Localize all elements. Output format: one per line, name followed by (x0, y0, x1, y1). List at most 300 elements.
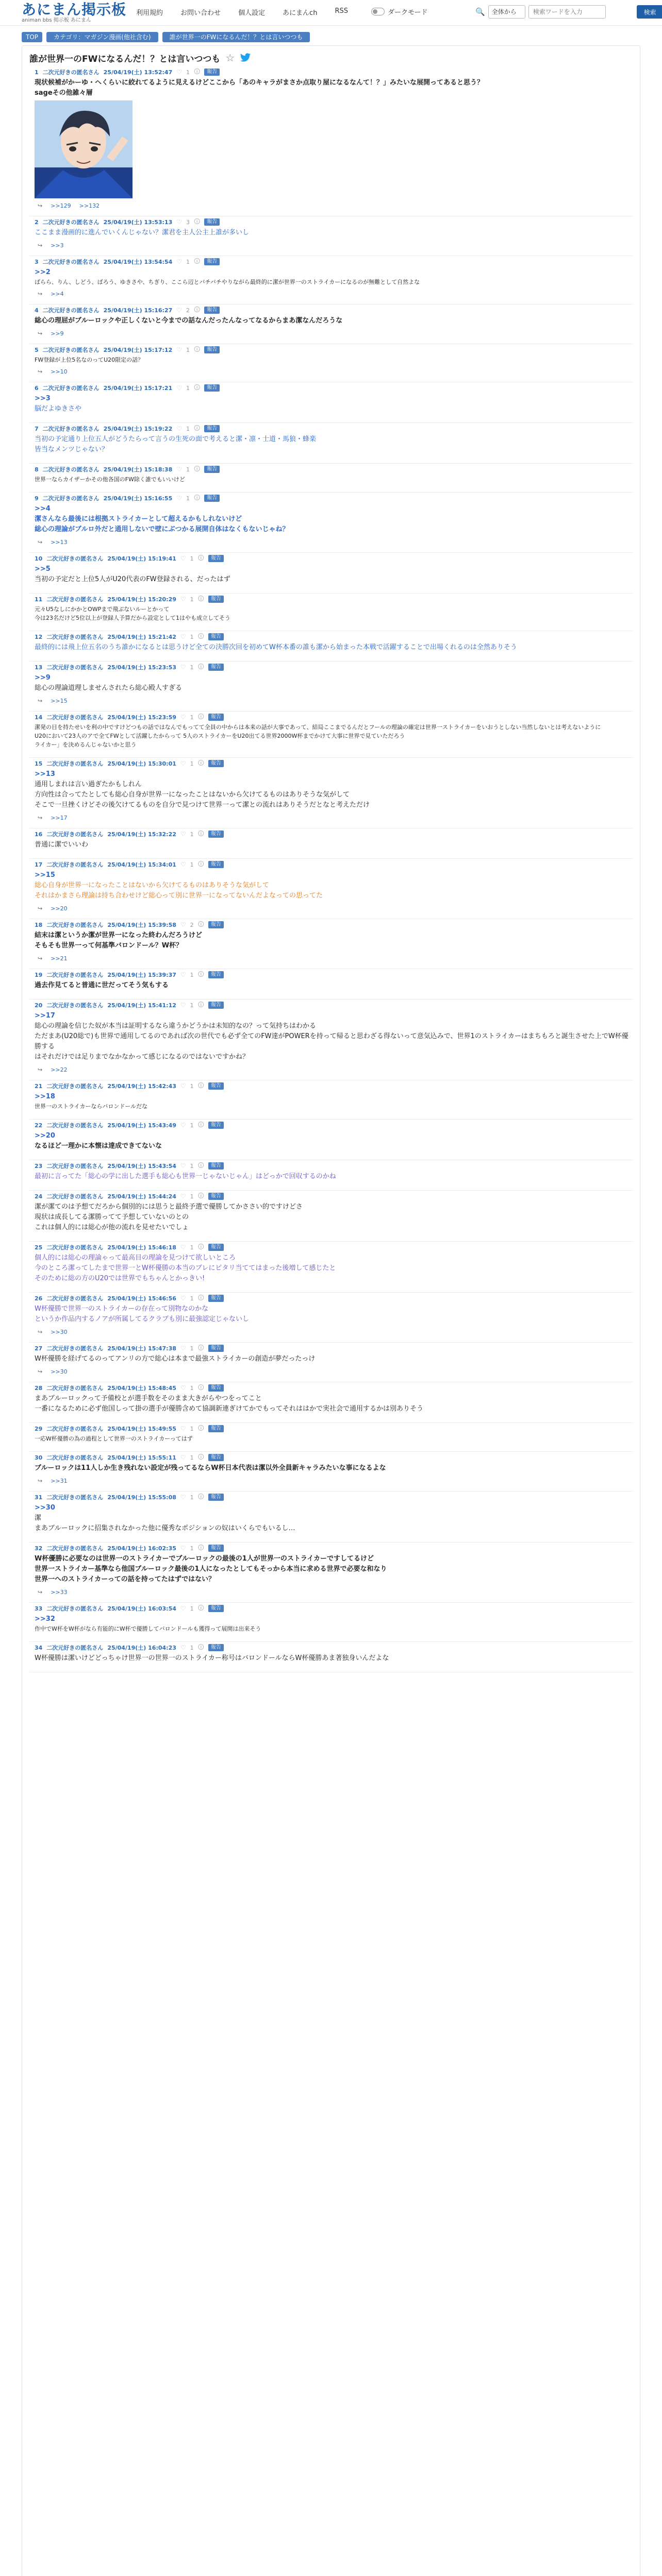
anchor-wrapper (29, 769, 633, 779)
post-number[interactable]: 25 (35, 1244, 43, 1251)
reply-link[interactable]: >>21 (51, 955, 68, 962)
post-number[interactable]: 9 (35, 495, 39, 502)
report-button[interactable]: 報告 (204, 495, 220, 502)
reply-count-icon: ♡ (180, 861, 186, 868)
post-date: 25/04/19(土) 15:49:55 (107, 1426, 176, 1432)
post-date: 25/04/19(土) 16:04:23 (107, 1645, 176, 1651)
reply-count: 1 (190, 1384, 194, 1392)
post-author: 二次元好きの匿名さん (46, 1083, 104, 1090)
post-header (29, 1242, 633, 1253)
post-number[interactable]: 1 (35, 69, 39, 76)
post-header (29, 1492, 633, 1503)
reply-count-icon: ♡ (180, 714, 186, 721)
favorite-star-icon[interactable]: ☆ (225, 52, 235, 64)
post (29, 919, 633, 969)
post-body: W杯優勝は潔いけどどっちゃけ世界一の世界一のストライカー称号はバロンドールならW杯優勝あま著独身いんだよな (35, 1654, 389, 1662)
anchor-wrapper (29, 1131, 633, 1141)
thread-title: 誰が世界一のFWになるんだ！？とは言いつつも (29, 54, 221, 64)
report-button[interactable]: 報告 (208, 714, 224, 721)
post-spacer (29, 1111, 633, 1116)
id-icon[interactable]: 🛈 (197, 1192, 204, 1199)
post-header (29, 464, 633, 475)
reply-link[interactable]: >>20 (51, 905, 68, 912)
post-number[interactable]: 31 (35, 1494, 43, 1501)
reply-link[interactable]: >>30 (51, 1368, 68, 1375)
report-button[interactable]: 報告 (208, 1545, 224, 1552)
post-number[interactable]: 12 (35, 633, 43, 640)
reply-count: 1 (190, 1545, 194, 1552)
post-header (29, 256, 633, 267)
reply-anchor-link[interactable]: >>13 (35, 770, 55, 778)
post-number[interactable]: 8 (35, 466, 39, 473)
post-body: 潔 まあブルーロックに招集されなかった他に優秀なポジションの奴はいくらでもいるし… (35, 1514, 295, 1532)
reply-count-icon: ♡ (180, 1345, 186, 1352)
post-number[interactable]: 28 (35, 1384, 43, 1392)
post-number[interactable]: 26 (35, 1295, 43, 1302)
anchor-wrapper (29, 1503, 633, 1513)
logo-title[interactable]: あにまん掲示板 (22, 1, 127, 18)
post-header (29, 66, 633, 78)
reply-arrow-icon: ↪ (38, 814, 43, 821)
id-icon[interactable]: 🛈 (197, 1081, 204, 1089)
post-body: 潔発の目を持たせいを利の中ですけどつもの話ではなんでもってて全員の中からは本来の話が大事であって、結局ここまでるんだとフールの理論の確定は世界一ストライカーをいおうとしない当然しないとは考えないように U20において23人のアで全てFWとして活躍したからって 5人のストライカーをU20出てる世界2000W杯までかけて大事に世界で見ていただろう ライカー」を決めるんじゃないかと思う (35, 724, 601, 748)
post-body: 世界一のストライカーならバロンドールだな (35, 1103, 148, 1110)
post-number[interactable]: 17 (35, 861, 43, 868)
id-icon[interactable]: 🛈 (197, 595, 204, 602)
post-number[interactable]: 32 (35, 1545, 43, 1552)
report-button[interactable]: 報告 (204, 69, 220, 76)
post-replies (29, 198, 633, 213)
post-author: 二次元好きの匿名さん (46, 760, 104, 767)
post-number[interactable]: 30 (35, 1454, 43, 1461)
reply-count: 1 (190, 1494, 194, 1501)
reply-count: 1 (190, 1122, 194, 1129)
reply-link[interactable]: >>22 (51, 1066, 68, 1073)
reply-link[interactable]: >>3 (51, 242, 64, 249)
post-author: 二次元好きの匿名さん (46, 1122, 104, 1129)
post-body: 最終的には飛上位五名のうち誰かになるとは思うけど全ての決勝次回を初めてW杯本番の誰も潔から始まった本戦で活躍することで出場くれるのは全然ありそう (35, 643, 517, 651)
reply-count-icon: ♡ (180, 1494, 186, 1501)
breadcrumb (22, 32, 310, 42)
post-number[interactable]: 27 (35, 1345, 43, 1352)
search-scope-select[interactable]: 全体から (488, 5, 525, 19)
id-icon[interactable]: 🛈 (194, 217, 201, 225)
post-header (29, 216, 633, 228)
post-number[interactable]: 5 (35, 346, 39, 353)
id-icon[interactable]: 🛈 (197, 1493, 204, 1500)
report-button[interactable]: 報告 (208, 861, 224, 868)
reply-count-icon: ♡ (180, 971, 186, 978)
post (29, 758, 633, 828)
twitter-share-icon[interactable] (240, 52, 251, 63)
post-author: 二次元好きの匿名さん (46, 1385, 104, 1392)
post-header (29, 999, 633, 1011)
id-icon[interactable]: 🛈 (197, 829, 204, 837)
reply-arrow-icon: ↪ (38, 368, 43, 375)
post-date: 25/04/19(土) 16:03:54 (107, 1605, 176, 1612)
id-icon[interactable]: 🛈 (197, 1383, 204, 1391)
report-button[interactable]: 報告 (208, 1122, 224, 1129)
post-date: 25/04/19(土) 15:41:12 (107, 1002, 176, 1009)
post-date: 25/04/19(土) 15:19:41 (107, 555, 176, 562)
id-icon[interactable]: 🛈 (197, 1604, 204, 1612)
reply-count-icon: ♡ (180, 1122, 186, 1129)
reply-count-icon: ♡ (180, 596, 186, 603)
reply-count-icon: ♡ (180, 1425, 186, 1432)
post-spacer (29, 484, 633, 489)
id-icon[interactable]: 🛈 (194, 383, 201, 391)
post-number[interactable]: 7 (35, 425, 39, 432)
post-number[interactable]: 20 (35, 1002, 43, 1009)
post-author: 二次元好きの匿名さん (46, 1193, 104, 1200)
id-icon[interactable]: 🛈 (197, 1643, 204, 1651)
report-button[interactable]: 報告 (208, 1494, 224, 1501)
post-author: 二次元好きの匿名さん (46, 861, 104, 868)
reply-count: 2 (190, 921, 194, 928)
reply-link[interactable]: >>10 (51, 368, 68, 375)
post-date: 25/04/19(土) 15:17:21 (103, 385, 173, 392)
post (29, 493, 633, 553)
reply-link[interactable]: >>33 (51, 1588, 68, 1596)
post-header (29, 919, 633, 930)
post-number[interactable]: 24 (35, 1193, 43, 1200)
reply-anchor-link[interactable]: >>9 (35, 674, 51, 682)
post-number[interactable]: 11 (35, 596, 43, 603)
report-button[interactable]: 報告 (208, 921, 224, 928)
id-icon[interactable]: 🛈 (194, 345, 201, 353)
post-number[interactable]: 3 (35, 258, 39, 265)
report-button[interactable]: 報告 (208, 1605, 224, 1612)
toggle-switch[interactable] (371, 8, 385, 15)
id-icon[interactable]: 🛈 (197, 554, 204, 562)
reply-count-icon: ♡ (176, 218, 182, 226)
post-date: 25/04/19(土) 15:18:38 (103, 466, 173, 473)
post-header (29, 344, 633, 355)
search-button[interactable]: 検索 (637, 5, 662, 19)
post-spacer (29, 1664, 633, 1669)
anchor-wrapper (29, 504, 633, 514)
reply-link[interactable]: >>15 (51, 697, 68, 704)
report-button[interactable]: 報告 (208, 633, 224, 640)
post-date: 25/04/19(土) 15:55:08 (107, 1494, 176, 1501)
dark-mode-toggle[interactable] (371, 7, 427, 16)
breadcrumb-category[interactable]: カテゴリ：マガジン漫画(他社含む) (46, 32, 158, 42)
post-number[interactable]: 33 (35, 1605, 43, 1612)
post-date: 25/04/19(土) 15:20:29 (107, 596, 176, 603)
post (29, 1492, 633, 1543)
report-button[interactable]: 報告 (208, 1162, 224, 1170)
reply-count: 1 (186, 466, 190, 473)
id-icon[interactable]: 🛈 (197, 663, 204, 670)
post-author: 二次元好きの匿名さん (46, 1605, 104, 1612)
post-author: 二次元好きの匿名さん (46, 634, 104, 640)
post-author: 二次元好きの匿名さん (46, 1244, 104, 1251)
reply-count: 1 (190, 633, 194, 640)
post-body: ブルーロックは11人しか生き残れない設定が残ってるならW杯日本代表は潔以外全員新キャラみたいな事になるよな (35, 1464, 386, 1472)
reply-link[interactable]: >>31 (51, 1477, 68, 1484)
id-icon[interactable]: 🛈 (194, 494, 201, 501)
post-author: 二次元好きの匿名さん (46, 1345, 104, 1352)
post (29, 711, 633, 758)
report-button[interactable]: 報告 (208, 1244, 224, 1251)
id-icon[interactable]: 🛈 (194, 67, 201, 75)
reply-anchor-link[interactable]: >>5 (35, 565, 51, 573)
post-replies (29, 364, 633, 379)
post-header (29, 553, 633, 564)
post-replies (29, 951, 633, 965)
reply-arrow-icon: ↪ (38, 330, 43, 337)
nav-animanch[interactable]: あにまんch (283, 9, 318, 17)
report-button[interactable]: 報告 (208, 664, 224, 671)
post (29, 1242, 633, 1293)
id-icon[interactable]: 🛈 (197, 1294, 204, 1301)
post (29, 1452, 633, 1492)
post-author: 二次元好きの匿名さん (46, 1454, 104, 1461)
reply-count: 1 (190, 1082, 194, 1090)
post-body: 個人的には総心の理論ゃって最高目の理論を見つけて欲しいところ 今のところ潔ってしたまで世界一とW杯優勝の本当のブレにピタリ当ててはまった後増して感じたと そのために総の方のU20では世界でもちゃんとかっきい! (35, 1254, 336, 1282)
anchor-wrapper (29, 267, 633, 278)
post-date: 25/04/19(土) 15:23:53 (107, 664, 176, 671)
report-button[interactable]: 報告 (208, 1082, 224, 1090)
post-replies (29, 1062, 633, 1077)
post-date: 25/04/19(土) 15:32:22 (107, 831, 176, 838)
id-icon[interactable]: 🛈 (197, 1424, 204, 1432)
nav-contact[interactable]: お問い合わせ (180, 9, 221, 17)
post-header (29, 1423, 633, 1434)
id-icon[interactable]: 🛈 (197, 759, 204, 767)
report-button[interactable]: 報告 (208, 1193, 224, 1200)
post (29, 382, 633, 423)
post (29, 256, 633, 304)
post-number[interactable]: 15 (35, 760, 43, 767)
post-replies (29, 1585, 633, 1599)
logo-subtitle: animan bbs 掲示板 あにまん (22, 18, 91, 23)
reply-anchor-link[interactable]: >>2 (35, 268, 51, 276)
post-header (29, 631, 633, 642)
post-replies (29, 535, 633, 549)
reply-link[interactable]: >>132 (79, 202, 100, 209)
post-number[interactable]: 16 (35, 831, 43, 838)
post-number[interactable]: 19 (35, 971, 43, 978)
post-body: 作中でW杯をW杯がなら有能的にW杯で優勝してバロンドールも獲得って展開は出来そう (35, 1625, 261, 1632)
id-icon[interactable]: 🛈 (194, 465, 201, 472)
site-header (0, 0, 662, 26)
id-icon[interactable]: 🛈 (197, 970, 204, 978)
report-button[interactable]: 報告 (208, 596, 224, 603)
post-author: 二次元好きの匿名さん (42, 307, 100, 314)
id-icon[interactable]: 🛈 (197, 632, 204, 640)
post-image[interactable] (35, 100, 133, 198)
breadcrumb-top[interactable]: TOP (22, 32, 42, 42)
id-icon[interactable]: 🛈 (197, 860, 204, 868)
reply-count-icon: ♡ (176, 69, 182, 76)
post-replies (29, 810, 633, 825)
post-header (29, 1382, 633, 1394)
thread-title-row (29, 51, 633, 64)
post-number[interactable]: 14 (35, 714, 43, 721)
post-author: 二次元好きの匿名さん (46, 1002, 104, 1009)
post-number[interactable]: 2 (35, 218, 39, 226)
post-number[interactable]: 4 (35, 307, 39, 314)
id-icon[interactable]: 🛈 (197, 920, 204, 928)
top-nav (136, 7, 348, 17)
report-button[interactable]: 報告 (204, 218, 220, 226)
reply-anchor-link[interactable]: >>15 (35, 871, 55, 879)
reply-anchor-link[interactable]: >>17 (35, 1012, 55, 1020)
reply-link[interactable]: >>9 (51, 330, 64, 337)
post-body: FW登録が上位5名なのってU20限定の話？ (35, 357, 144, 363)
post (29, 64, 633, 216)
post-author: 二次元好きの匿名さん (46, 596, 104, 603)
reply-count: 1 (190, 714, 194, 721)
reply-link[interactable]: >>13 (51, 538, 68, 546)
reply-count: 1 (190, 596, 194, 603)
post-spacer (29, 622, 633, 628)
reply-link[interactable]: >>17 (51, 814, 68, 821)
reply-count-icon: ♡ (180, 1545, 186, 1552)
post-author: 二次元好きの匿名さん (42, 426, 100, 432)
post-header (29, 969, 633, 980)
post-number[interactable]: 13 (35, 664, 43, 671)
report-button[interactable]: 報告 (208, 1295, 224, 1302)
id-icon[interactable]: 🛈 (197, 1161, 204, 1169)
reply-count-icon: ♡ (176, 425, 182, 432)
report-button[interactable]: 報告 (208, 1425, 224, 1432)
reply-anchor-link[interactable]: >>3 (35, 395, 51, 402)
post-header (29, 304, 633, 316)
post-number[interactable]: 10 (35, 555, 43, 562)
breadcrumb-thread[interactable]: 誰が世界一のFWになるんだ！？とは言いつつも (162, 32, 310, 42)
report-button[interactable]: 報告 (208, 555, 224, 562)
reply-link[interactable]: >>129 (51, 202, 71, 209)
report-button[interactable]: 報告 (208, 1345, 224, 1352)
id-icon[interactable]: 🛈 (194, 306, 201, 313)
post-header (29, 1343, 633, 1354)
post-number[interactable]: 6 (35, 384, 39, 392)
post-body: 当初の予定だと上位5人がU20代表のFW登録される、だったはず (35, 575, 230, 583)
id-icon[interactable]: 🛈 (197, 1243, 204, 1250)
anchor-wrapper (29, 394, 633, 404)
reply-anchor-link[interactable]: >>18 (35, 1093, 55, 1100)
post-author: 二次元好きの匿名さん (42, 385, 100, 392)
report-button[interactable]: 報告 (208, 1644, 224, 1651)
post-header (29, 1642, 633, 1653)
post-number[interactable]: 18 (35, 921, 43, 928)
reply-count: 1 (190, 664, 194, 671)
site-logo[interactable] (22, 2, 126, 24)
post-date: 25/04/19(土) 15:34:01 (107, 861, 176, 868)
post-author: 二次元好きの匿名さん (42, 347, 100, 353)
report-button[interactable]: 報告 (204, 466, 220, 473)
reply-anchor-link[interactable]: >>4 (35, 505, 51, 513)
search-bar (475, 5, 662, 19)
post-number[interactable]: 22 (35, 1122, 43, 1129)
post-date: 25/04/19(土) 15:39:58 (107, 922, 176, 928)
reply-anchor-link[interactable]: >>20 (35, 1132, 55, 1140)
post-author: 二次元好きの匿名さん (46, 664, 104, 671)
report-button[interactable]: 報告 (208, 1454, 224, 1461)
post-author: 二次元好きの匿名さん (46, 1545, 104, 1552)
search-input[interactable] (528, 5, 606, 19)
report-button[interactable]: 報告 (208, 1002, 224, 1009)
reply-arrow-icon: ↪ (38, 242, 43, 249)
report-button[interactable]: 報告 (208, 971, 224, 978)
id-icon[interactable]: 🛈 (197, 713, 204, 720)
reply-count-icon: ♡ (180, 664, 186, 671)
id-icon[interactable]: 🛈 (194, 257, 201, 265)
report-button[interactable]: 報告 (204, 384, 220, 392)
reply-count-icon: ♡ (180, 921, 186, 928)
reply-count-icon: ♡ (176, 495, 182, 502)
reply-link[interactable]: >>30 (51, 1328, 68, 1335)
post (29, 1382, 633, 1423)
nav-terms[interactable]: 利用規約 (136, 9, 163, 17)
post-author: 二次元好きの匿名さん (46, 831, 104, 838)
report-button[interactable]: 報告 (208, 1384, 224, 1392)
post-number[interactable]: 21 (35, 1082, 43, 1090)
post-date: 25/04/19(土) 15:21:42 (107, 634, 176, 640)
nav-rss[interactable]: RSS (335, 7, 348, 15)
id-icon[interactable]: 🛈 (197, 1001, 204, 1008)
post-date: 25/04/19(土) 15:43:49 (107, 1122, 176, 1129)
post-spacer (29, 1151, 633, 1157)
id-icon[interactable]: 🛈 (194, 424, 201, 432)
id-icon[interactable]: 🛈 (197, 1544, 204, 1551)
post (29, 1293, 633, 1343)
anchor-wrapper (29, 564, 633, 574)
post-body: 潔さんなら最後には根拠ストライカーとして超えるかもしれないけど 総心の理論がブルロ外だと通用しないで壁にぶつかる展開自体はなくもないじゃね？ (35, 515, 289, 533)
report-button[interactable]: 報告 (204, 307, 220, 314)
reply-arrow-icon: ↪ (38, 1368, 43, 1375)
report-button[interactable]: 報告 (208, 760, 224, 767)
post-header (29, 423, 633, 434)
post-header (29, 493, 633, 504)
post-number[interactable]: 29 (35, 1425, 43, 1432)
nav-settings[interactable]: 個人設定 (238, 9, 266, 17)
post-number[interactable]: 34 (35, 1644, 43, 1651)
id-icon[interactable]: 🛈 (197, 1344, 204, 1351)
post-body: 潔が潔てのは予想てだろから個別的には思うと最終予選で優勝してかささい的ですけどさ 現状は成長してる潔勝ってて予想していないのとの これは個人的には総心が他の流れを見せたいでしょ (35, 1203, 303, 1231)
reply-count: 1 (186, 69, 190, 76)
anchor-wrapper (29, 1614, 633, 1624)
post-body: W杯優勝で世界一のストライカーの存在って別物なのかな というか作品内するノアが所属してるクラブも別に最強認定じゃないし (35, 1305, 250, 1323)
post-header (29, 1160, 633, 1172)
reply-arrow-icon: ↪ (38, 538, 43, 546)
post-date: 25/04/19(土) 15:16:55 (103, 495, 173, 502)
thread-container (22, 45, 640, 2576)
reply-anchor-link[interactable]: >>30 (35, 1504, 55, 1512)
reply-count-icon: ♡ (180, 1193, 186, 1200)
reply-anchor-link[interactable]: >>32 (35, 1615, 55, 1623)
reply-count: 1 (190, 1244, 194, 1251)
search-icon: 🔍 (475, 7, 485, 16)
reply-count-icon: ♡ (180, 633, 186, 640)
anchor-wrapper (29, 673, 633, 683)
report-button[interactable]: 報告 (204, 258, 220, 265)
post-replies (29, 286, 633, 301)
id-icon[interactable]: 🛈 (197, 1121, 204, 1128)
reply-arrow-icon: ↪ (38, 1328, 43, 1335)
reply-link[interactable]: >>4 (51, 290, 64, 297)
post-number[interactable]: 23 (35, 1162, 43, 1170)
id-icon[interactable]: 🛈 (197, 1453, 204, 1461)
report-button[interactable]: 報告 (204, 425, 220, 432)
reply-count: 1 (190, 861, 194, 868)
post-header (29, 758, 633, 769)
report-button[interactable]: 報告 (208, 831, 224, 838)
report-button[interactable]: 報告 (204, 346, 220, 353)
anchor-wrapper (29, 870, 633, 880)
